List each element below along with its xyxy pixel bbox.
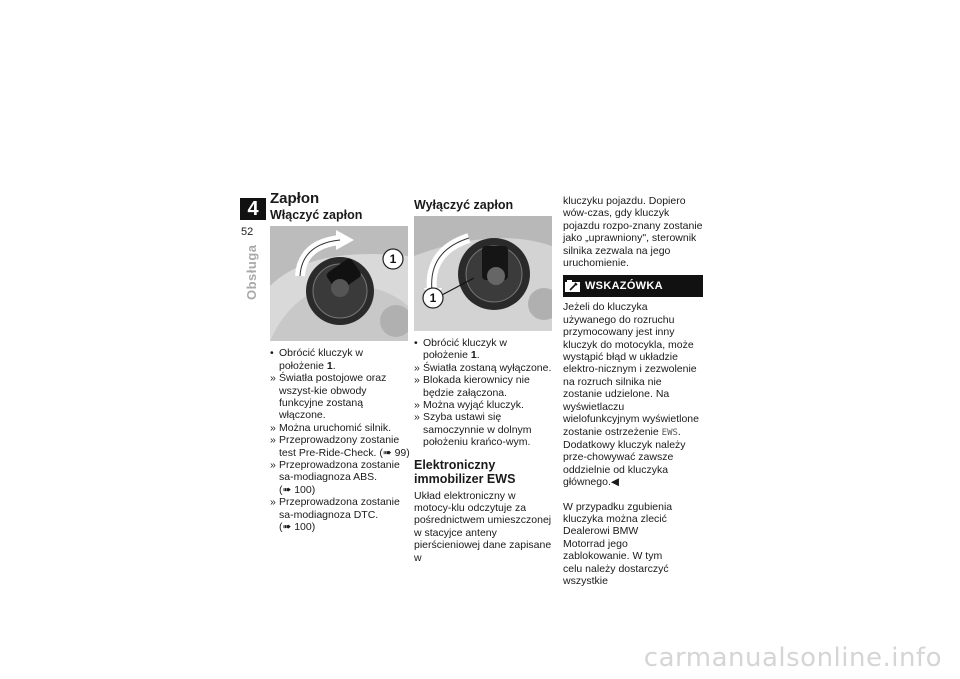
section-heading-ews: Elektroniczny immobilizer EWS (414, 457, 516, 486)
watermark: carmanualsonline.info (643, 643, 942, 673)
ignition-switch-illustration (270, 226, 408, 341)
steps-list (270, 347, 410, 533)
list-item: • Obrócić kluczyk w położenie 1. (414, 337, 508, 362)
ignition-switch-illustration (414, 216, 552, 331)
body-paragraph: W przypadku zgubienia kluczyka można zlecić Dealerowi BMW Motorrad jego zablokowanie. W tym celu należy dostarczyć wszystkie (563, 500, 673, 587)
page-number: 52 (241, 226, 254, 238)
note-label: WSKAZÓWKA (585, 280, 663, 293)
list-item: » Przeprowadzona zostanie sa-modiagnoza ABS. (➠ 100) (270, 459, 400, 496)
chapter-number-tab: 4 (240, 198, 266, 220)
figure-callout: 1 (429, 291, 437, 305)
end-of-note-marker: ◀ (610, 476, 619, 489)
list-item: » Szyba ustawi się samoczynnie w dolnym położeniu krańco-wym. (414, 411, 532, 449)
list-item: » Przeprowadzony zostanie test Pre-Ride-Check. (➠ 99) (270, 434, 410, 459)
note-paragraph: Jeżeli do kluczyka używanego do rozruchu przymocowany jest inny kluczyk do motocykla, może wystąpić błąd w układzie elektro-nicznym i zezwolenie na rozruch silnika nie zostanie udzielone. Na wyświetlaczu wielofunkcyjnym wyświetlone zostanie ostrzeżenie EWS. (563, 301, 699, 438)
list-item: » Przeprowadzona zostanie sa-modiagnoza DTC. (➠ 100) (270, 496, 400, 534)
list-item: » Światła postojowe oraz wszyst-kie obwody funkcyjne zostaną włączone. (270, 372, 387, 422)
subsection-title: Włączyć zapłon (270, 208, 363, 223)
body-paragraph: kluczyku pojazdu. Dopiero wów-czas, gdy kluczyk pojazdu rozpo-znany zostanie jako „uprawniony", sterownik silnika zezwala na jego uruchomienie. (563, 195, 703, 270)
list-item: » Można wyjąć kluczyk. (414, 399, 524, 412)
display-code: EWS (661, 427, 678, 438)
chapter-side-label: Obsługa (244, 244, 259, 300)
wrench-note-icon (565, 279, 581, 293)
page-reference[interactable]: (➠ 100) (279, 521, 316, 534)
list-item: » Światła zostaną wyłączone. (414, 361, 552, 374)
ignition-off-figure (414, 216, 552, 331)
section-title: Zapłon (270, 190, 320, 207)
column-ignition-on (270, 190, 410, 534)
figure-callout: 1 (389, 252, 397, 267)
page-reference[interactable]: (➠ 99) (379, 446, 410, 459)
steps-list (414, 337, 554, 449)
list-item: • Obrócić kluczyk w położenie 1. (270, 347, 364, 372)
column-ignition-off (414, 193, 554, 564)
list-item: » Blokada kierownicy nie będzie załączona. (414, 374, 530, 399)
column-ews-continued (563, 195, 703, 587)
body-paragraph: Dodatkowy kluczyk należy prze-chowywać zawsze oddzielnie od kluczyka głównego.◀ (563, 438, 686, 489)
subsection-title: Wyłączyć zapłon (414, 198, 514, 212)
body-paragraph: Układ elektroniczny w motocy-klu odczytuje za pośrednictwem umieszczonej w stacyjce anteny pierścieniowej dane zapisane w (414, 489, 552, 564)
list-item: » Można uruchomić silnik. (270, 421, 392, 434)
page-reference[interactable]: (➠ 100) (279, 483, 316, 496)
note-header (563, 275, 703, 297)
ignition-on-figure (270, 226, 408, 341)
